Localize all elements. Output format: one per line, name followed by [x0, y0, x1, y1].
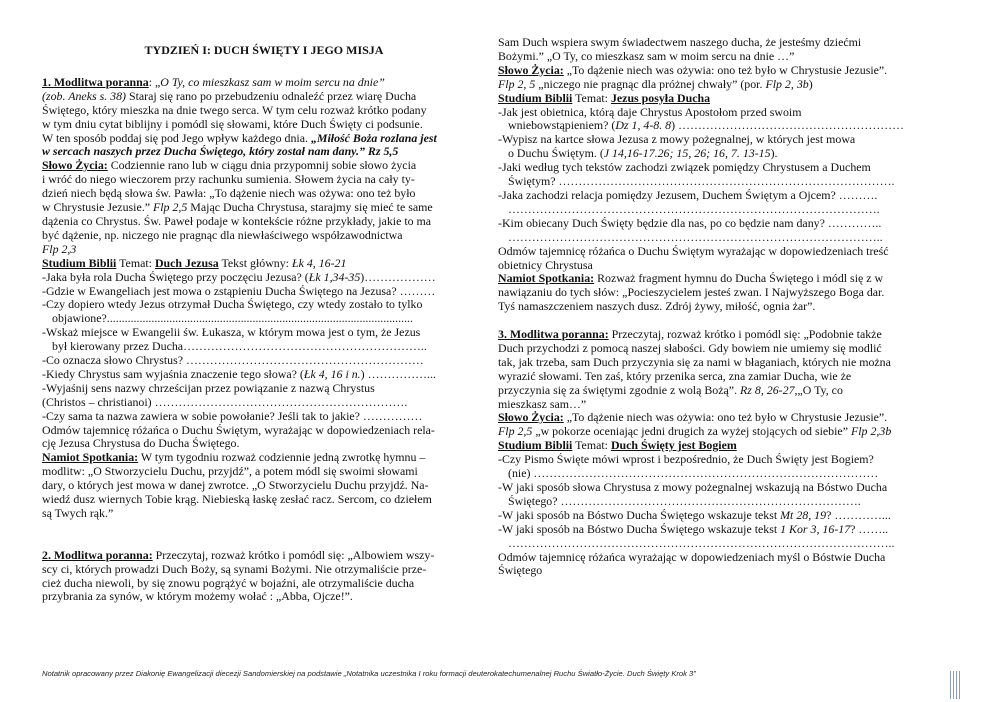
text-line [42, 271, 486, 285]
text-line [42, 201, 486, 215]
text-line [42, 382, 486, 396]
text-run: -Wyjaśnij sens nazwy chrześcijan przez powiązanie z nazwą Chrystus [42, 381, 375, 395]
text-run: 3. Modlitwa poranna: [498, 328, 609, 342]
text-run: Rozważ fragment hymnu do Ducha Świętego i módl się z w [594, 272, 884, 286]
text-line [42, 549, 486, 563]
text-line [498, 384, 950, 398]
text-line [42, 187, 486, 201]
text-run: mieszkasz sam…” [498, 397, 587, 411]
text-run: Duch Jezusa [154, 256, 219, 270]
text-run: „Miłość Boża rozlana jest [310, 131, 437, 145]
text-run: wyrazić słowami. Ten zaś, który przenika serca, zna zamiar Ducha, wie że [498, 369, 852, 383]
text-run: Łk 4, 16 i n. [303, 367, 361, 381]
left-column-text [42, 76, 486, 604]
text-run: dary, o których jest mowa w danej zwrotce. „O Stworzycielu Duchu przyjdź. Na- [42, 479, 429, 493]
page-title: TYDZIEŃ I: DUCH ŚWIĘTY I JEGO MISJA [144, 43, 384, 57]
text-line [42, 298, 486, 312]
text-line [498, 78, 950, 92]
text-run: Słowo Życia: [498, 411, 564, 425]
text-run: „niczego nie pragnąc dla próżnej chwały” (por. [535, 77, 766, 91]
text-line [42, 104, 486, 118]
text-run: Łk 1,34-35 [308, 270, 361, 284]
text-line [42, 132, 486, 146]
text-line [498, 481, 950, 495]
text-run: Duch Święty jest Bogiem [610, 439, 737, 453]
text-run: ) [808, 77, 813, 91]
right-column [498, 36, 950, 578]
text-run: Mt 28, 19 [780, 508, 827, 522]
text-line [42, 90, 486, 104]
text-line [498, 370, 950, 384]
text-run: w Chrystusie Jezusie.” [42, 201, 153, 215]
text-run: ………………………………………………………………………………….. [508, 230, 883, 244]
text-line [42, 424, 486, 438]
text-line [42, 396, 486, 410]
text-run: -Jak jest obietnica, którą daje Chrystus Apostołom przed swoim [498, 105, 802, 119]
text-run: )……………… [360, 270, 436, 284]
text-run: Tyś namaszczeniem naszych dusz. Zdrój żywy, miłość, ognia żar”. [498, 300, 816, 314]
text-run: 1 Kor 3, 16-17 [780, 522, 851, 536]
text-run: cież ducha niewoli, by się znowu pogrążyć w bojaźni, ale otrzymaliście ducha [42, 576, 415, 590]
text-run: Namiot Spotkania: [498, 272, 595, 286]
text-run: ? …………... [826, 508, 891, 522]
text-run: Słowo Życia: [498, 63, 564, 77]
text-run: Mając Ducha Chrystusa, starajmy się mieć te same [187, 201, 433, 215]
right-column-text [498, 36, 950, 578]
text-run: wniebowstąpieniem? ( [508, 119, 616, 133]
text-run: -Wypisz na kartce słowa Jezusa z mowy pożegnalnej, w których jest mowa [498, 133, 856, 147]
text-run: nawiązaniu do tych słów: „Pocieszycielem jesteś zwan. I Najwyższego Boga dar. [498, 286, 885, 300]
text-run: Przeczytaj, rozważ krótko i pomódl się: „Podobnie także [608, 328, 882, 342]
text-run: ) ………………………………………………… [671, 119, 904, 133]
text-run: Sam Duch wspiera swym świadectwem naszego ducha, że jesteśmy dziećmi [498, 36, 862, 49]
text-run: -Wskaż miejsce w Ewangelii św. Łukasza, w którym mowa jest o tym, że Jezus [42, 326, 421, 340]
text-run: Odmów tajemnicę różańca o Duchu Świętym wyrażając w dopowiedzeniach treść [498, 244, 889, 258]
text-line [498, 64, 950, 78]
text-line [42, 493, 486, 507]
text-run: Dz 1, 4-8. 8 [615, 119, 672, 133]
text-run: Bożymi.” „O Ty, co mieszkasz sam w moim sercu na dnie …” [498, 49, 795, 63]
text-run: O Ty, co mieszkasz sam w moim sercu na dnie” [160, 75, 385, 89]
left-column [42, 36, 486, 604]
text-run: Przeczytaj, rozważ krótko i pomódl się: „Albowiem wszy- [152, 548, 435, 562]
text-run: -Czy sama ta nazwa zawiera w sobie powołanie? Jeśli tak to jakie? …………… [42, 409, 423, 423]
text-run: cję Jezusa Chrystusa do Ducha Świętego. [42, 437, 240, 451]
text-run: dążenia co Chrystus. Św. Paweł podaje w kontekście różne przykłady, jakie to ma [42, 214, 432, 228]
text-line [498, 203, 950, 217]
text-run: Flp 2,3 [42, 242, 77, 256]
text-run: Tekst główny: [218, 256, 292, 270]
text-line [498, 509, 950, 523]
text-run: -Jaka była rola Ducha Świętego przy poczęciu Jezusa? ( [42, 270, 309, 284]
text-line [42, 451, 486, 465]
text-line [498, 245, 950, 259]
text-run: Łk 4, 16-21 [291, 256, 347, 270]
text-line [42, 215, 486, 229]
text-line [42, 479, 486, 493]
text-run: obietnicy Chrystusa [498, 258, 593, 272]
text-line [498, 300, 950, 314]
text-run: scy ci, których prowadzi Duch Boży, są synami Bożymi. Nie otrzymaliście prze- [42, 562, 427, 576]
text-run: Świętym? …………………………………………………………………………. [508, 175, 895, 189]
text-line [42, 563, 486, 577]
text-line [42, 312, 486, 326]
text-run: Duch przychodzi z pomocą naszej słabości. Gdy bowiem nie umiemy się modlić [498, 341, 882, 355]
text-run: dzień niech będą słowa św. Pawła: „To dążenie niech was ożywa: ono też było [42, 187, 416, 201]
footer-note: Notatnik opracowany przez Diakonię Ewangelizacji diecezji Sandomierskiej na podstawie „Notatnika uczestnika I roku formacji deuterokatechumenalnej Ruchu Światło-Życie. Duch Święty Krok 3” [42, 669, 696, 678]
text-run: -Czy dopiero wtedy Jezus otrzymał Ducha Świętego, czy wtedy zostało to tylko [42, 298, 423, 312]
text-line [42, 145, 486, 159]
text-line [498, 259, 950, 273]
text-line [42, 257, 486, 271]
text-run: Słowo Życia: [42, 159, 108, 173]
text-line [498, 147, 950, 161]
text-run: tak, jak trzeba, sam Duch przyczynia się za nami w błaganiach, których nie można [498, 355, 891, 369]
text-line [498, 36, 950, 50]
text-line [498, 106, 950, 120]
text-line [42, 590, 486, 604]
text-line [498, 189, 950, 203]
text-line [42, 437, 486, 451]
text-line [498, 231, 950, 245]
text-run: Temat: [116, 256, 155, 270]
text-run: -Co oznacza słowo Chrystus? …………………………………………………… [42, 354, 424, 368]
text-run: modlitw: „O Stworzycielu Duchu, przyjdź”, a potem módl się swoimi słowami [42, 465, 418, 479]
text-line [498, 537, 950, 551]
text-run: Flp 2,3b [850, 425, 892, 439]
text-line [498, 92, 950, 106]
text-run: Odmów tajemnicę różańca o Duchu Świętym, wyrażając w dopowiedzeniach rela- [42, 423, 435, 437]
text-line [42, 340, 486, 354]
text-run: Temat: [572, 439, 611, 453]
text-line [498, 425, 950, 439]
text-line [42, 285, 486, 299]
text-run: Jezus posyła Ducha [610, 91, 711, 105]
text-run: W ten sposób poddaj się pod Jego wpływ każdego dnia. [42, 131, 311, 145]
text-line [498, 328, 950, 342]
text-run: o Duchu Świętym. ( [508, 147, 604, 161]
text-run: przyczynia się za świętymi zgodnie z wolą Bożą”. [498, 383, 741, 397]
text-run: był kierowany przez Ducha…………………………………………………….. [52, 340, 427, 354]
text-run: być dążenie, np. niczego nie pragnąc dla niewłaściwego współzawodnictwa [42, 228, 403, 242]
text-run: ) ……………... [360, 367, 436, 381]
text-line [42, 159, 486, 173]
text-run: Świętego, który mieszka na dnie twego serca. W tym celu rozważ krótko podany [42, 103, 427, 117]
text-line [498, 411, 950, 425]
text-run: 2. Modlitwa poranna: [42, 548, 153, 562]
blank-line [42, 535, 486, 549]
text-run: Staraj się rano po przebudzeniu odnaleźć przez wiarę Ducha [126, 89, 417, 103]
text-line [42, 507, 486, 521]
text-run: Namiot Spotkania: [42, 451, 139, 465]
text-run: Flp 2, 3b [765, 77, 809, 91]
text-run: przybrania za synów, w którym możemy wołać : „Abba, Ojcze!”. [42, 590, 353, 604]
edge-decoration [948, 671, 962, 699]
text-line [42, 243, 486, 257]
text-line [42, 465, 486, 479]
text-line [42, 118, 486, 132]
text-run: Studium Biblii [498, 91, 573, 105]
text-line [498, 133, 950, 147]
text-run: i wróć do niego wieczorem przy rachunku sumienia. Słowem życia na cały ty- [42, 173, 415, 187]
text-run: -Gdzie w Ewangeliach jest mowa o zstąpieniu Ducha Świętego na Jezusa? ……… [42, 284, 436, 298]
text-line [498, 495, 950, 509]
text-line [42, 410, 486, 424]
text-run: …………………………………………………………………………………. [508, 202, 880, 216]
text-run: ? …….. [850, 522, 889, 536]
text-run: Studium Biblii [498, 439, 573, 453]
text-line [42, 173, 486, 187]
text-line [42, 354, 486, 368]
text-run: Codziennie rano lub w ciągu dnia przypomnij sobie słowo życia [107, 159, 417, 173]
text-run: W tym tygodniu rozważ codziennie jedną zwrotkę hymnu – [138, 451, 426, 465]
text-run: objawione?....................................................................................................... [52, 312, 413, 326]
text-line [498, 286, 950, 300]
text-line [498, 467, 950, 481]
text-run: Świętego? …………………………………………………………………. [508, 494, 861, 508]
text-run: (zob. Aneks s. 38) [42, 89, 126, 103]
text-run: „To dążenie niech was ożywia: ono też było w Chrystusie Jezusie”. [563, 63, 888, 77]
text-line [498, 398, 950, 412]
text-line [498, 356, 950, 370]
text-run: -Jaki według tych tekstów zachodzi związek pomiędzy Chrystusem a Duchem [498, 161, 871, 175]
text-run: 1. Modlitwa poranna [42, 75, 149, 89]
text-run: -Kiedy Chrystus sam wyjaśnia znaczenie tego słowa? ( [42, 367, 304, 381]
text-run: ,„O Ty, co [794, 383, 843, 397]
text-run: Rz 8, 26-27 [740, 383, 795, 397]
text-run: -Kim obiecany Duch Święty będzie dla nas, po co będzie nam dany? ………….. [498, 216, 882, 230]
text-run: w sercach naszych przez Ducha Świętego, który został nam dany.” Rz 5,5 [42, 145, 399, 159]
text-line [498, 119, 950, 133]
text-line [42, 326, 486, 340]
text-line [498, 551, 950, 565]
text-line [42, 76, 486, 90]
text-line [498, 50, 950, 64]
text-run: …………………………………………………………………………………….. [508, 536, 895, 550]
text-run: ). [770, 147, 778, 161]
text-line [498, 342, 950, 356]
text-run: „w pokorze oceniając jedni drugich za wyżej stojących od siebie” [532, 425, 851, 439]
text-run: -W jaki sposób słowa Chrystusa z mowy pożegnalnej wskazują na Bóstwo Ducha [498, 480, 888, 494]
text-run: (Christos – christianoi) ………………………………………………………. [42, 395, 408, 409]
text-run: Flp 2,5 [498, 425, 533, 439]
text-run: Studium Biblii [42, 256, 117, 270]
text-line [498, 217, 950, 231]
text-line [498, 272, 950, 286]
text-line [42, 229, 486, 243]
text-run: -Czy Pismo Święte mówi wprost i bezpośrednio, że Duch Święty jest Bogiem? [498, 453, 874, 467]
blank-line [42, 521, 486, 535]
text-run: w tym dniu cytat biblijny i pomódl się słowami, które Duch Święty ci podsunie. [42, 117, 423, 131]
text-run: Świętego [498, 564, 543, 578]
text-run: : „ [148, 75, 161, 89]
text-run: -W jaki sposób na Bóstwo Ducha Świętego wskazuje tekst [498, 508, 781, 522]
text-run: (nie) …………………………………………………………………………… [508, 467, 879, 481]
text-run: -Jaka zachodzi relacja pomiędzy Jezusem, Duchem Świętym a Ojcem? ………. [498, 188, 878, 202]
text-line [42, 577, 486, 591]
text-line [498, 523, 950, 537]
text-run: -W jaki sposób na Bóstwo Ducha Świętego wskazuje tekst [498, 522, 781, 536]
text-run: J 14,16-17.26; 15, 26; 16, 7. 13-15 [603, 147, 771, 161]
text-run: „To dążenie niech was ożywia: ono też było w Chrystusie Jezusie”. [563, 411, 888, 425]
text-line [498, 175, 950, 189]
text-run: Flp 2, 5 [498, 77, 536, 91]
text-run: są Twych rąk.” [42, 507, 114, 520]
text-line [498, 453, 950, 467]
text-line [42, 368, 486, 382]
blank-line [498, 314, 950, 328]
text-run: Flp 2,5 [152, 201, 188, 215]
text-run: Temat: [572, 91, 611, 105]
text-run: wiedź dusz wiernych Tobie krąg. Niebieską łaskę zesłać racz. Sercom, co dziełem [42, 493, 432, 507]
text-line [498, 439, 950, 453]
text-line [498, 564, 950, 578]
text-line [498, 161, 950, 175]
text-run: Odmów tajemnicę różańca wyrażając w dopowiedzeniach myśl o Bóstwie Ducha [498, 550, 886, 564]
